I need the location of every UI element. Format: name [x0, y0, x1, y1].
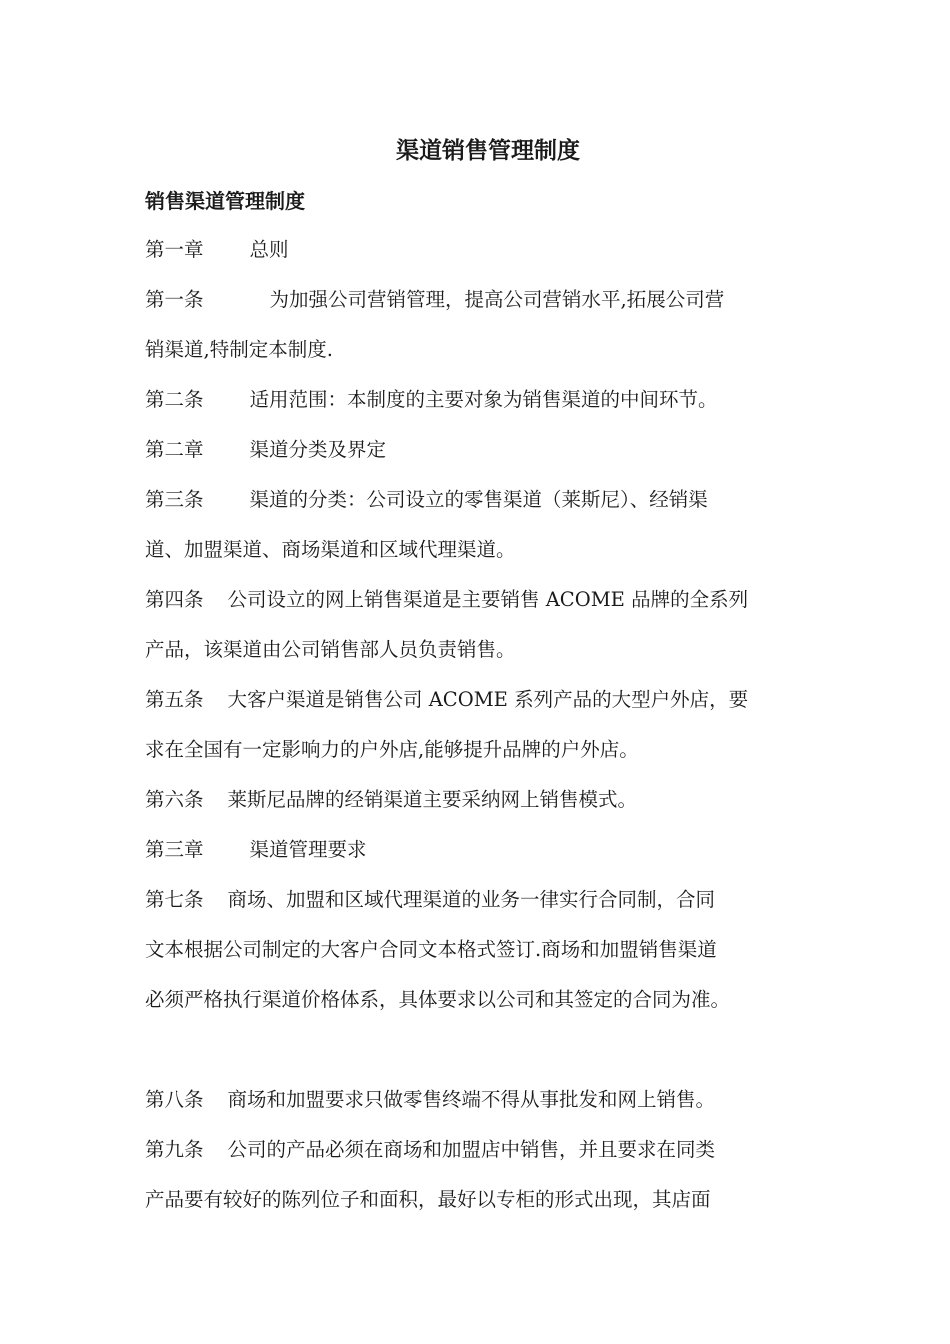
chapter-title: 渠道管理要求: [249, 838, 367, 861]
chapter-3-heading: [145, 834, 367, 866]
article-5-line-1: [145, 684, 748, 716]
chapter-label: 第二章: [145, 438, 204, 461]
article-3-line-1: [145, 484, 708, 516]
article-9-line-2: 产品要有较好的陈列位子和面积，最好以专柜的形式出现，其店面: [145, 1188, 711, 1211]
article-2: [145, 384, 718, 416]
article-label: 第六条: [145, 788, 204, 811]
article-1-line-1: [145, 284, 724, 316]
article-text: 公司设立的网上销售渠道是主要销售 ACOME 品牌的全系列: [227, 588, 749, 611]
chapter-label: 第三章: [145, 838, 204, 861]
article-5-line-2: 求在全国有一定影响力的户外店,能够提升品牌的户外店。: [145, 738, 639, 761]
article-label: 第一条: [145, 288, 204, 311]
article-6: [145, 784, 637, 816]
article-label: 第九条: [145, 1138, 204, 1161]
chapter-label: 第一章: [145, 238, 204, 261]
document-title: 渠道销售管理制度: [396, 138, 580, 164]
article-7-line-3: 必须严格执行渠道价格体系，具体要求以公司和其签定的合同为准。: [145, 988, 731, 1011]
chapter-1-heading: [145, 234, 289, 266]
article-text: 公司的产品必须在商场和加盟店中销售，并且要求在同类: [227, 1138, 716, 1161]
article-text: 莱斯尼品牌的经销渠道主要采纳网上销售模式。: [227, 788, 638, 811]
chapter-2-heading: [145, 434, 386, 466]
article-label: 第八条: [145, 1088, 204, 1111]
article-8: [145, 1084, 715, 1116]
article-label: 第五条: [145, 688, 204, 711]
article-text: 商场、加盟和区域代理渠道的业务一律实行合同制，合同: [227, 888, 716, 911]
document-subtitle: 销售渠道管理制度: [145, 189, 305, 213]
chapter-title: 渠道分类及界定: [249, 438, 387, 461]
article-text: 为加强公司营销管理，提高公司营销水平,拓展公司营: [269, 288, 725, 311]
article-9-line-1: [145, 1134, 715, 1166]
article-text: 适用范围：本制度的主要对象为销售渠道的中间环节。: [249, 388, 718, 411]
article-4-line-2: 产品，该渠道由公司销售部人员负责销售。: [145, 638, 516, 661]
article-label: 第三条: [145, 488, 204, 511]
chapter-title: 总则: [249, 238, 289, 261]
article-text: 渠道的分类：公司设立的零售渠道（莱斯尼）、经销渠: [249, 488, 708, 511]
article-1-line-2: 销渠道,特制定本制度.: [145, 338, 333, 361]
article-7-line-1: [145, 884, 715, 916]
article-4-line-1: [145, 584, 748, 616]
article-text: 商场和加盟要求只做零售终端不得从事批发和网上销售。: [227, 1088, 716, 1111]
article-3-line-2: 道、加盟渠道、商场渠道和区域代理渠道。: [145, 538, 516, 561]
article-7-line-2: 文本根据公司制定的大客户合同文本格式签订.商场和加盟销售渠道: [145, 938, 717, 961]
article-text: 大客户渠道是销售公司 ACOME 系列产品的大型户外店，要: [227, 688, 749, 711]
article-label: 第四条: [145, 588, 204, 611]
article-label: 第七条: [145, 888, 204, 911]
article-label: 第二条: [145, 388, 204, 411]
